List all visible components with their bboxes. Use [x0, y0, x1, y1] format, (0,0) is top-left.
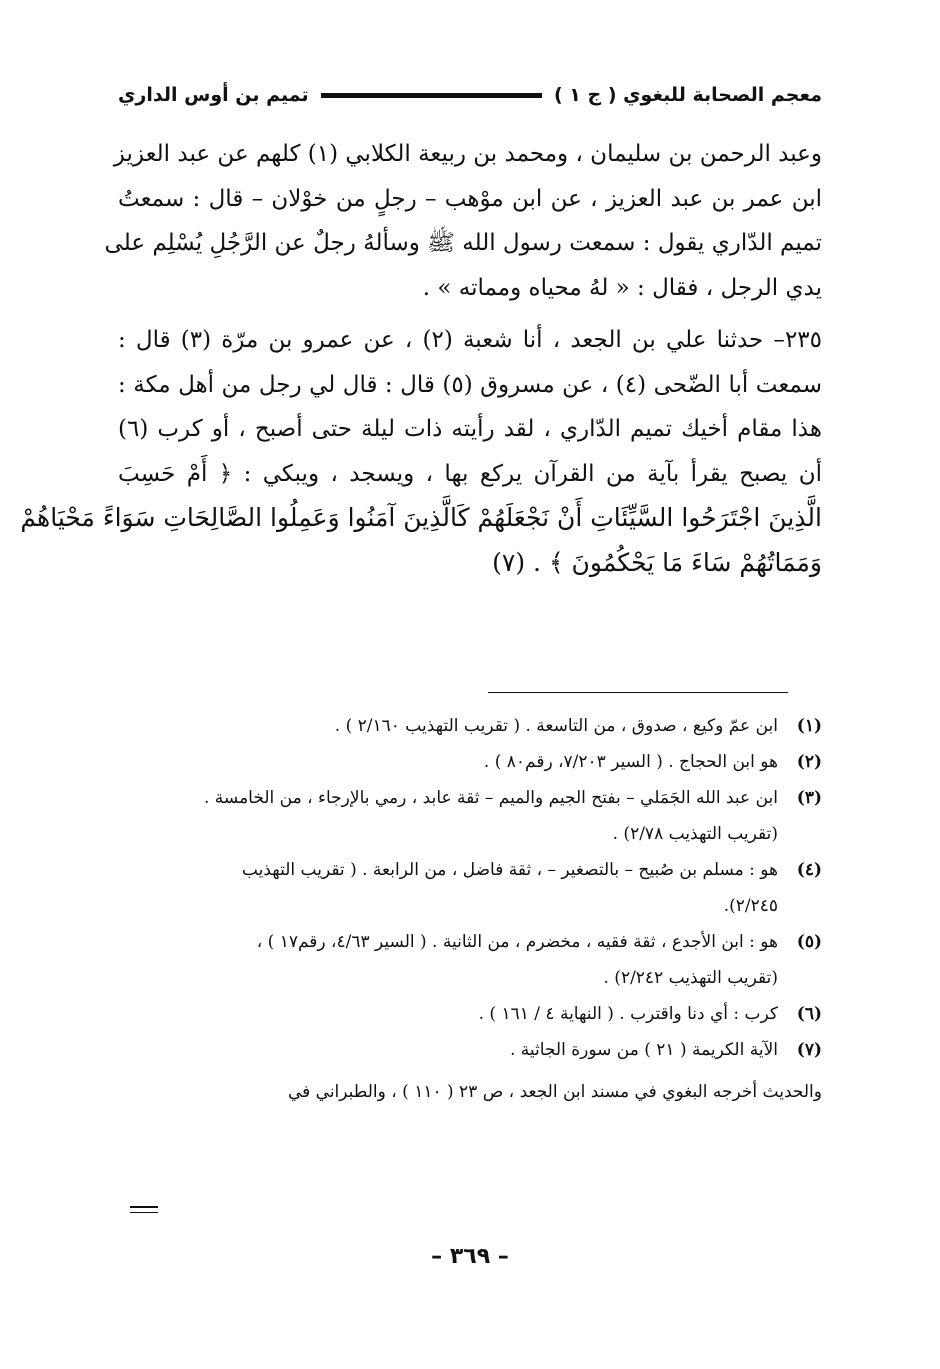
paragraph-2	[20, 318, 822, 585]
footnote	[118, 996, 822, 1032]
text-line: هذا مقام أخيك تميم الدّاري ، لقد رأيته ذات ليلة حتى أصبح ، أو كرب (٦)	[118, 416, 822, 442]
text-line: أن يصبح يقرأ بآية من القرآن يركع بها ، ويسجد ، ويبكي : ﴿ أَمْ حَسِبَ	[118, 460, 822, 487]
text-line: ٢٣٥– حدثنا علي بن الجعد ، أنا شعبة (٢) ، عن عمرو بن مرّة (٣) قال :	[118, 327, 822, 353]
text-line: يدي الرجل ، فقال : « لهُ محياه ومماته » .	[422, 274, 822, 301]
footnote-text: ابن عمّ وكيع ، صدوق ، من التاسعة . ( تقريب التهذيب ٢/١٦٠ ) .	[334, 716, 778, 736]
footnote-text: (تقريب التهذيب ٢/٧٨) .	[612, 824, 778, 844]
footnote-text: (تقريب التهذيب ٢/٢٤٢) .	[603, 968, 778, 988]
footnote-text: هو : ابن الأجدع ، ثقة فقيه ، مخضرم ، من الثانية . ( السير ٤/٦٣، رقم١٧ ) ،	[256, 932, 778, 952]
footnote-text: هو ابن الحجاج . ( السير ٧/٢٠٣، رقم٨٠ ) .	[483, 752, 778, 772]
footnote-number: (٥)	[796, 932, 822, 952]
quran-verse-line: وَمَمَاتُهُمْ سَاءَ مَا يَحْكُمُونَ ﴾ . (٧)	[492, 547, 822, 577]
header-rule	[321, 93, 542, 98]
footnote-continuation: والحديث أخرجه البغوي في مسند ابن الجعد ، ص ٢٣ ( ١١٠ ) ، والطبراني في	[287, 1082, 822, 1102]
footnote	[118, 744, 822, 780]
footnote	[118, 852, 822, 924]
footnote-number: (٦)	[796, 1004, 822, 1024]
footnote-number: (١)	[796, 716, 822, 736]
text-line: ابن عمر بن عبد العزيز ، عن ابن موْهب – رجلٍ من خوْلان – قال : سمعتُ	[118, 185, 822, 212]
header-subject: تميم بن أوس الداري	[118, 84, 309, 106]
footnote-text: ٢/٢٤٥).	[723, 896, 778, 916]
footnote-text: كرب : أي دنا واقترب . ( النهاية ٤ / ١٦١ ) .	[478, 1004, 778, 1024]
footnote-number: (٧)	[796, 1040, 822, 1060]
footnote-text: هو : مسلم بن صُبيح – بالتصغير – ، ثقة فاضل ، من الرابعة . ( تقريب التهذيب	[241, 860, 778, 880]
header-title: معجم الصحابة للبغوي ( ج ١ )	[553, 84, 822, 106]
text-line: تميم الدّاري يقول : سمعت رسول الله ﷺ وسألهُ رجلٌ عن الرَّجُلِ يُسْلِم على	[104, 230, 822, 256]
footnote-number: (٤)	[796, 860, 822, 880]
footnote	[118, 1032, 822, 1068]
footnote	[118, 924, 822, 996]
footnote-number: (٢)	[796, 752, 822, 772]
paragraph-1	[104, 132, 822, 310]
text-line: وعبد الرحمن بن سليمان ، ومحمد بن ربيعة الكلابي (١) كلهم عن عبد العزيز	[113, 141, 822, 167]
running-header	[118, 75, 822, 115]
footnote	[118, 780, 822, 852]
continuation-mark	[130, 1206, 158, 1217]
footnote-divider	[488, 692, 788, 693]
footnote-text: الآية الكريمة ( ٢١ ) من سورة الجاثية .	[510, 1040, 778, 1060]
footnotes	[118, 708, 822, 1110]
footnote-number: (٣)	[796, 788, 822, 808]
footnote	[118, 708, 822, 744]
quran-verse-line: الَّذِينَ اجْتَرَحُوا السَّيِّئَاتِ أَنْ نَجْعَلَهُمْ كَالَّذِينَ آمَنُوا وَعَمِلُوا الصَّالِحَاتِ سَوَاءً مَحْيَاهُمْ	[20, 503, 822, 532]
main-text	[20, 132, 822, 585]
page-number: – ٣٦٩ –	[431, 1244, 509, 1269]
text-line: سمعت أبا الضّحى (٤) ، عن مسروق (٥) قال : قال لي رجل من أهل مكة :	[118, 371, 822, 398]
footnote-text: ابن عبد الله الجَمَلي – بفتح الجيم والميم – ثقة عابد ، رمي بالإرجاء ، من الخامسة .	[203, 788, 778, 808]
